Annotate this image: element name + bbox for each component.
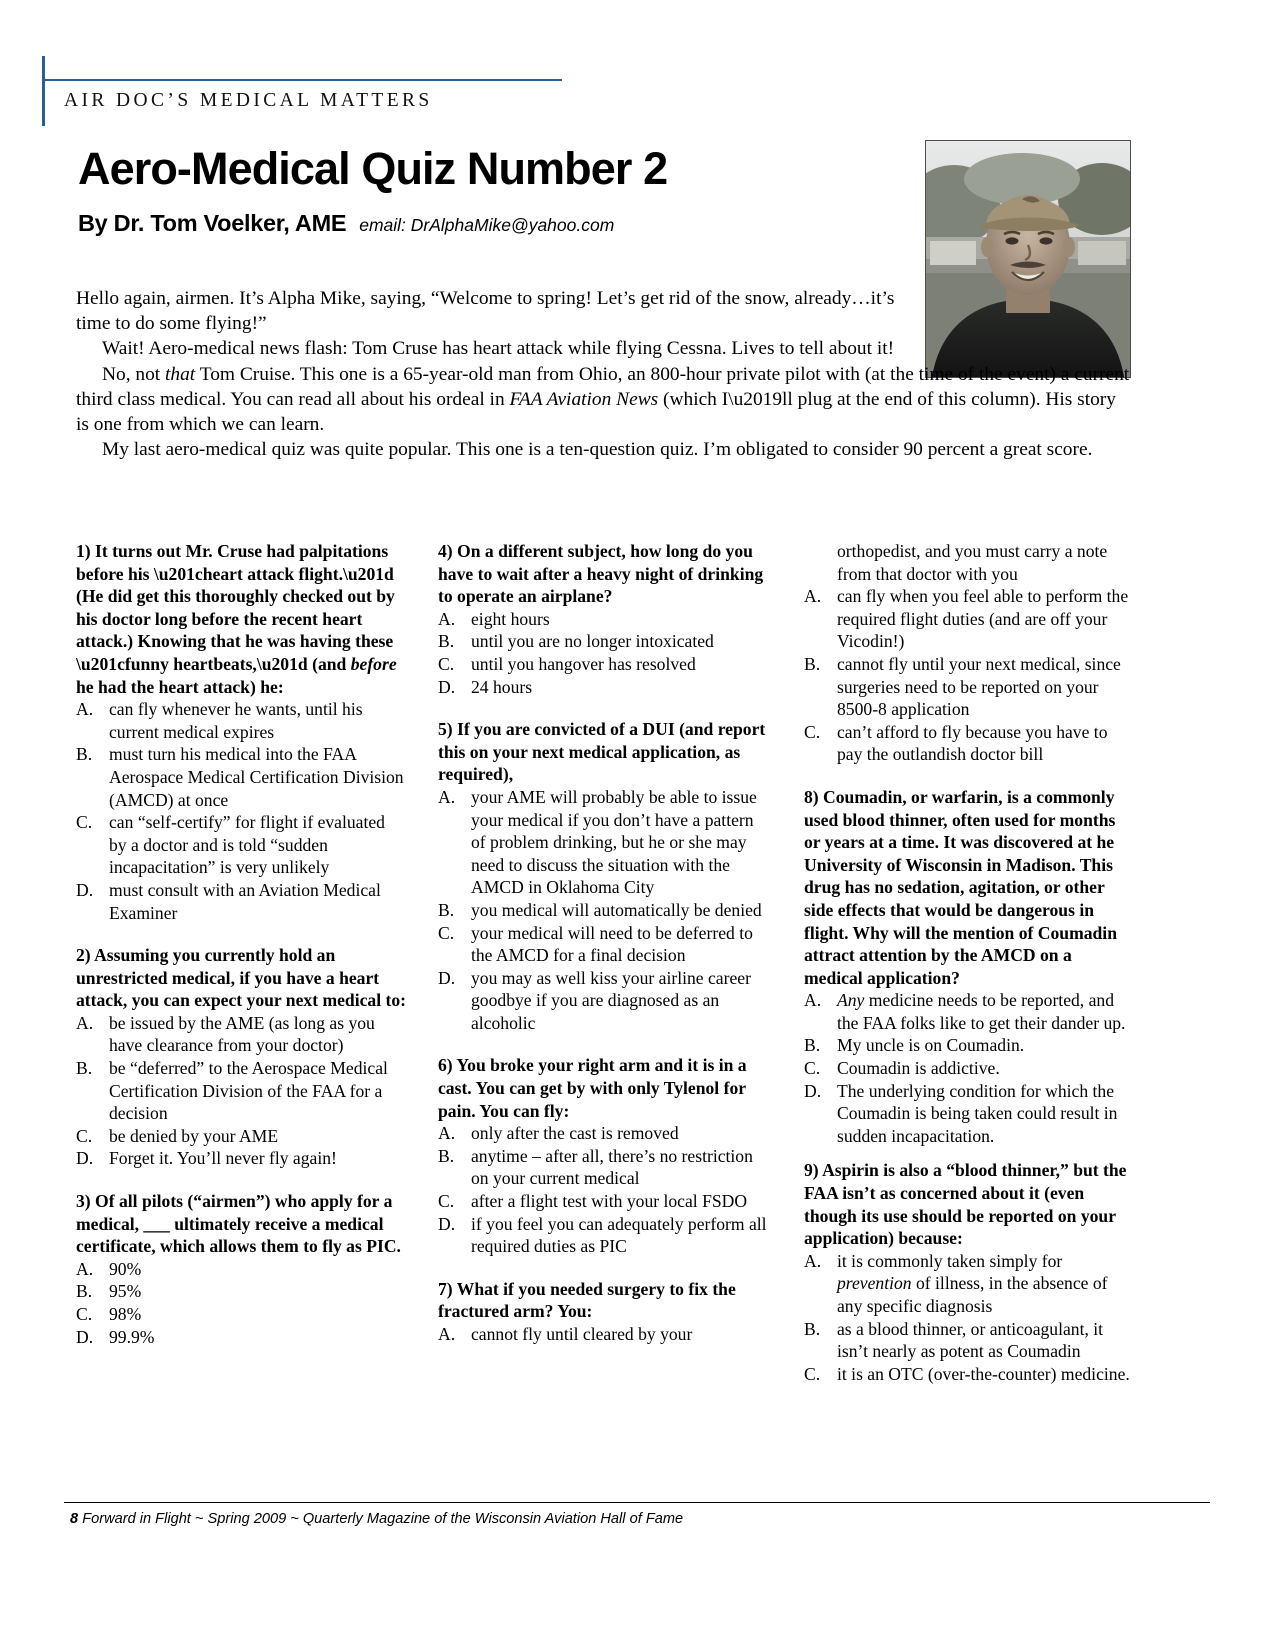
question-7-options-continued bbox=[804, 585, 1134, 766]
option-label: D. bbox=[76, 1326, 94, 1347]
block-gap bbox=[438, 1034, 768, 1054]
option-text: be “deferred” to the Aerospace Medical Certification Division of the FAA for a decision bbox=[109, 1058, 388, 1124]
option-label: C. bbox=[76, 1304, 93, 1324]
intro-paragraph: No, not that Tom Cruise. This one is a 65-year-old man from Ohio, an 800-hour private pilot with (at the time of the event) a current third class medical. You can read all about his ordeal in FAA Aviation News (which I\u2019ll plug at the end of this column). His story is one from which we can learn. bbox=[76, 363, 1130, 436]
option-label: B. bbox=[804, 1035, 821, 1056]
option-a[interactable] bbox=[76, 1258, 406, 1281]
option-label: A. bbox=[438, 1324, 456, 1344]
option-label: B. bbox=[76, 1058, 93, 1079]
byline-row bbox=[78, 210, 614, 237]
option-label: A. bbox=[804, 990, 822, 1011]
option-text: 24 hours bbox=[471, 676, 533, 697]
question-1-text: 1) It turns out Mr. Cruse had palpitations before his \u201cheart attack flight.\u201d (He did get this thoroughly checked out by his doctor long before the recent heart attack.) Knowing that he was having these \u201cfunny heartbeats,\u201d (and before he had the heart attack) he: bbox=[76, 541, 397, 697]
option-a[interactable] bbox=[438, 1323, 768, 1346]
option-b[interactable] bbox=[438, 630, 768, 653]
option-text: until you hangover has resolved bbox=[471, 653, 696, 674]
option-text: Any medicine needs to be reported, and the FAA folks like to get their dander up. bbox=[837, 990, 1126, 1033]
option-d[interactable] bbox=[804, 1080, 1134, 1148]
option-d[interactable] bbox=[76, 1326, 406, 1349]
byline-author: By Dr. Tom Voelker, AME bbox=[78, 210, 347, 236]
byline-email: email: DrAlphaMike@yahoo.com bbox=[359, 215, 615, 235]
option-d[interactable] bbox=[438, 676, 768, 699]
footer-divider bbox=[64, 1502, 1210, 1503]
question-9-options bbox=[804, 1250, 1134, 1386]
question-3-options bbox=[76, 1258, 406, 1348]
option-label: A. bbox=[76, 1012, 94, 1033]
option-text: can fly when you feel able to perform the required flight duties (and are off your Vicodin!) bbox=[837, 586, 1129, 652]
option-b[interactable] bbox=[76, 1057, 406, 1125]
page-number: 8 bbox=[70, 1511, 79, 1527]
option-text: your medical will need to be deferred to the AMCD for a final decision bbox=[471, 922, 753, 966]
question-3-text: 3) Of all pilots (“airmen”) who apply for a medical, ___ ultimately receive a medical certificate, which allows them to fly as PIC. bbox=[76, 1191, 401, 1257]
question-4-options bbox=[438, 608, 768, 698]
option-label: C. bbox=[438, 922, 455, 943]
quiz-columns bbox=[76, 540, 1136, 1470]
option-text: can fly whenever he wants, until his current medical expires bbox=[109, 699, 363, 742]
option-label: B. bbox=[76, 744, 93, 765]
question-6-options bbox=[438, 1122, 768, 1258]
intro-paragraph: My last aero-medical quiz was quite popular. This one is a ten-question quiz. I’m obligated to consider 90 percent a great score. bbox=[102, 439, 1093, 461]
option-label: B. bbox=[804, 1318, 821, 1339]
option-text: 95% bbox=[109, 1281, 142, 1302]
option-text: 99.9% bbox=[109, 1326, 155, 1347]
kicker-horizontal-rule bbox=[42, 79, 562, 81]
footer-text: Forward in Flight ~ Spring 2009 ~ Quarterly Magazine of the Wisconsin Aviation Hall of Fame bbox=[82, 1511, 684, 1527]
option-c[interactable] bbox=[438, 922, 768, 967]
option-label: D. bbox=[804, 1080, 822, 1101]
option-label: A. bbox=[438, 608, 456, 629]
option-b[interactable] bbox=[804, 1318, 1134, 1363]
option-c[interactable] bbox=[76, 1303, 406, 1326]
option-label: C. bbox=[804, 1058, 821, 1079]
option-c[interactable] bbox=[804, 1363, 1134, 1386]
option-text: it is commonly taken simply for prevention of illness, in the absence of any specific diagnosis bbox=[837, 1250, 1108, 1316]
option-c[interactable] bbox=[804, 1057, 1134, 1080]
option-text: cannot fly until your next medical, since surgeries need to be reported on your 8500-8 application bbox=[837, 653, 1121, 720]
option-label: A. bbox=[804, 1250, 822, 1271]
option-a[interactable] bbox=[804, 1250, 1134, 1318]
question-7-option-a-continuation: orthopedist, and you must carry a note from that doctor with you bbox=[837, 541, 1108, 584]
option-text: must consult with an Aviation Medical Examiner bbox=[109, 879, 381, 923]
option-c[interactable] bbox=[804, 721, 1134, 766]
question-5-options bbox=[438, 786, 768, 1035]
option-text: you may as well kiss your airline career goodbye if you are diagnosed as an alcoholic bbox=[471, 967, 751, 1033]
column-1 bbox=[76, 540, 406, 1348]
question-1-options bbox=[76, 698, 406, 924]
option-text: you medical will automatically be denied bbox=[471, 899, 762, 920]
option-label: A. bbox=[804, 586, 822, 607]
option-label: B. bbox=[438, 899, 455, 920]
block-gap bbox=[804, 766, 1134, 786]
option-label: B. bbox=[438, 631, 455, 652]
option-text: your AME will probably be able to issue your medical if you don’t have a pattern of problem drinking, but he or she may need to discuss the situation with the AMCD in Oklahoma City bbox=[471, 786, 757, 898]
option-text: eight hours bbox=[471, 608, 550, 629]
question-5-text: 5) If you are convicted of a DUI (and report this on your next medical application, as required), bbox=[438, 719, 766, 785]
block-gap bbox=[438, 698, 768, 718]
option-text: if you feel you can adequately perform all required duties as PIC bbox=[471, 1213, 767, 1257]
intro-body bbox=[76, 286, 1133, 462]
option-d[interactable] bbox=[438, 1213, 768, 1258]
block-gap bbox=[76, 924, 406, 944]
option-text: 90% bbox=[109, 1258, 142, 1279]
option-label: D. bbox=[76, 1148, 94, 1169]
option-a[interactable] bbox=[76, 1012, 406, 1057]
option-d[interactable] bbox=[76, 1147, 406, 1170]
block-gap bbox=[804, 1147, 1134, 1159]
block-gap bbox=[438, 1258, 768, 1278]
option-text: The underlying condition for which the Coumadin is being taken could result in sudden incapacitation. bbox=[837, 1080, 1118, 1146]
option-label: A. bbox=[438, 1123, 456, 1144]
question-9-text: 9) Aspirin is also a “blood thinner,” but the FAA isn’t as concerned about it (even though its use should be reported on your application) because: bbox=[804, 1160, 1127, 1249]
question-2-text: 2) Assuming you currently hold an unrestricted medical, if you have a heart attack, you can expect your next medical to: bbox=[76, 945, 406, 1011]
option-text: as a blood thinner, or anticoagulant, it isn’t nearly as potent as Coumadin bbox=[837, 1318, 1104, 1362]
question-7-text: 7) What if you needed surgery to fix the fractured arm? You: bbox=[438, 1278, 736, 1322]
option-b[interactable] bbox=[438, 899, 768, 922]
option-text: 98% bbox=[109, 1304, 142, 1324]
option-b[interactable] bbox=[804, 653, 1134, 721]
option-label: C. bbox=[438, 1191, 455, 1212]
question-8-text: 8) Coumadin, or warfarin, is a commonly used blood thinner, often used for months or years at a time. It was discovered at he University of Wisconsin in Madison. This drug has no sedation, agitation, or other side effects that would be dangerous in flight. Why will the mention of Coumadin attract attention by the AMCD on a medical application? bbox=[804, 786, 1117, 988]
option-b[interactable] bbox=[804, 1034, 1134, 1057]
option-d[interactable] bbox=[76, 879, 406, 924]
option-a[interactable] bbox=[438, 786, 768, 899]
option-c[interactable] bbox=[438, 653, 768, 676]
footer bbox=[70, 1511, 683, 1527]
option-b[interactable] bbox=[76, 743, 406, 811]
option-d[interactable] bbox=[438, 967, 768, 1035]
option-text: be issued by the AME (as long as you have clearance from your doctor) bbox=[109, 1012, 375, 1056]
page-title: Aero-Medical Quiz Number 2 bbox=[78, 143, 668, 194]
option-label: B. bbox=[76, 1281, 93, 1302]
option-label: C. bbox=[804, 721, 821, 742]
option-b[interactable] bbox=[76, 1280, 406, 1303]
option-text: it is an OTC (over-the-counter) medicine. bbox=[837, 1363, 1130, 1384]
option-text: after a flight test with your local FSDO bbox=[471, 1191, 748, 1212]
option-text: anytime – after all, there’s no restriction on your current medical bbox=[471, 1145, 753, 1189]
option-label: C. bbox=[438, 653, 455, 674]
option-label: D. bbox=[438, 676, 456, 697]
option-text: must turn his medical into the FAA Aerospace Medical Certification Division (AMCD) at once bbox=[109, 744, 404, 810]
column-3 bbox=[804, 540, 1134, 1385]
option-text: until you are no longer intoxicated bbox=[471, 631, 714, 652]
question-4-text: 4) On a different subject, how long do you have to wait after a heavy night of drinking to operate an airplane? bbox=[438, 541, 764, 607]
option-label: C. bbox=[76, 812, 93, 833]
question-7-options bbox=[438, 1323, 768, 1346]
question-2-options bbox=[76, 1012, 406, 1170]
option-a[interactable] bbox=[804, 989, 1134, 1034]
option-label: D. bbox=[438, 967, 456, 988]
section-kicker bbox=[42, 56, 562, 126]
column-2 bbox=[438, 540, 768, 1346]
option-a[interactable] bbox=[438, 1122, 768, 1145]
question-6-text: 6) You broke your right arm and it is in a cast. You can get by with only Tylenol for pain. You can fly: bbox=[438, 1055, 747, 1121]
option-text: only after the cast is removed bbox=[471, 1123, 679, 1144]
option-text: Coumadin is addictive. bbox=[837, 1058, 1000, 1079]
option-label: C. bbox=[804, 1363, 821, 1384]
option-label: D. bbox=[76, 879, 94, 900]
option-text: Forget it. You’ll never fly again! bbox=[109, 1148, 337, 1169]
option-a[interactable] bbox=[76, 698, 406, 743]
option-c[interactable] bbox=[76, 811, 406, 879]
option-label: B. bbox=[804, 653, 821, 674]
option-c[interactable] bbox=[76, 1125, 406, 1148]
option-text: cannot fly until cleared by your bbox=[471, 1324, 693, 1344]
intro-paragraph: Wait! Aero-medical news flash: Tom Cruse has heart attack while flying Cessna. Lives to tell about it! bbox=[102, 338, 895, 360]
option-text: can’t afford to fly because you have to pay the outlandish doctor bill bbox=[837, 721, 1108, 765]
option-b[interactable] bbox=[438, 1145, 768, 1190]
kicker-label: AIR DOC’S MEDICAL MATTERS bbox=[64, 90, 433, 111]
option-label: D. bbox=[438, 1213, 456, 1234]
block-gap bbox=[76, 1170, 406, 1190]
option-label: A. bbox=[438, 786, 456, 807]
option-c[interactable] bbox=[438, 1190, 768, 1213]
option-label: B. bbox=[438, 1145, 455, 1166]
option-a[interactable] bbox=[804, 585, 1134, 653]
option-text: My uncle is on Coumadin. bbox=[837, 1035, 1025, 1056]
option-label: A. bbox=[76, 699, 94, 720]
option-label: C. bbox=[76, 1125, 93, 1146]
intro-paragraph: Hello again, airmen. It’s Alpha Mike, saying, “Welcome to spring! Let’s get rid of the snow, already…it’s time to do some flying!” bbox=[76, 288, 895, 335]
option-text: be denied by your AME bbox=[109, 1125, 279, 1146]
option-text: can “self-certify” for flight if evaluated by a doctor and is told “sudden incapacitation” is very unlikely bbox=[109, 812, 385, 878]
option-a[interactable] bbox=[438, 608, 768, 631]
option-label: A. bbox=[76, 1258, 94, 1279]
question-8-options bbox=[804, 989, 1134, 1147]
kicker-vertical-rule bbox=[42, 56, 45, 126]
